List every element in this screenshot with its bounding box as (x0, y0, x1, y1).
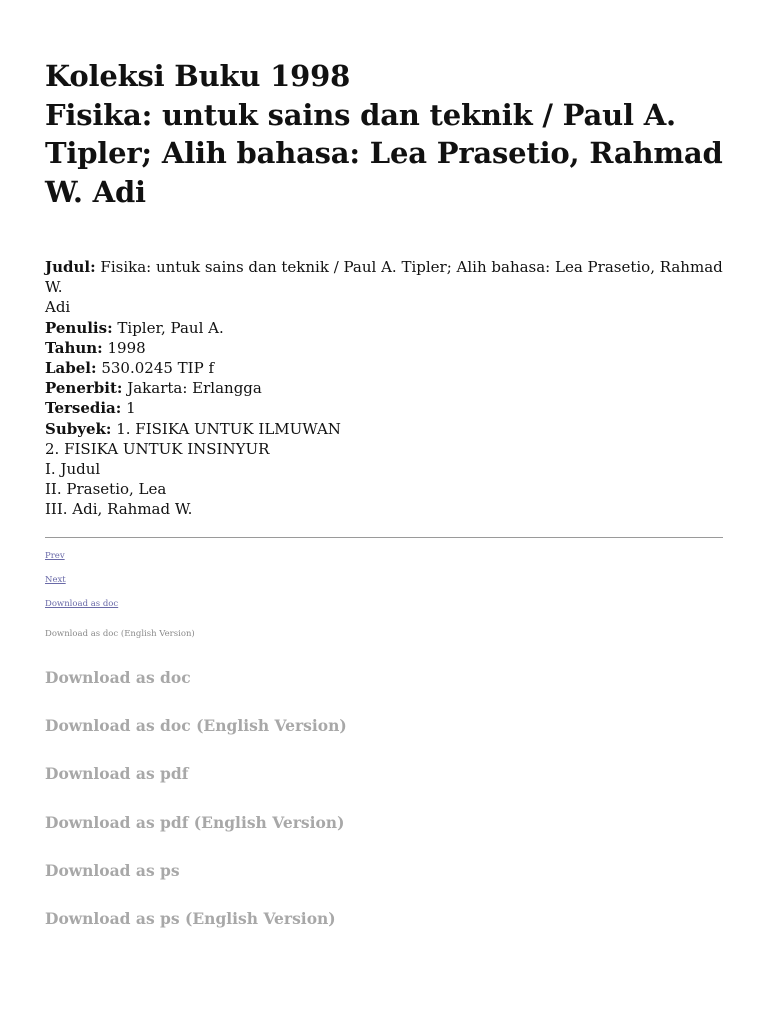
field-tahun-label: Tahun: (45, 338, 103, 357)
page-title (45, 57, 723, 211)
field-penerbit (45, 378, 723, 398)
field-judul-value: Fisika: untuk sains dan teknik / Paul A. Tipler; Alih bahasa: Lea Prasetio, Rahmad W. (45, 258, 723, 297)
download-pdf-english-link[interactable]: Download as pdf (English Version) (45, 812, 345, 832)
field-subyek-value-3: I. Judul (45, 460, 101, 479)
download-links (45, 667, 347, 956)
record-details (45, 257, 723, 520)
section-divider (45, 537, 723, 538)
download-ps-english-link[interactable]: Download as ps (English Version) (45, 908, 336, 928)
field-penerbit-value: Jakarta: Erlangga (127, 379, 262, 398)
field-label-label: Label: (45, 359, 97, 378)
title-line-book-3: W. Adi (45, 174, 146, 209)
field-penulis-label: Penulis: (45, 318, 113, 337)
document-page (45, 0, 723, 928)
prev-link[interactable]: Prev (45, 551, 65, 561)
field-subyek-value-2: 2. FISIKA UNTUK INSINYUR (45, 439, 270, 458)
field-judul (45, 257, 723, 297)
field-tahun (45, 338, 723, 358)
field-judul-label: Judul: (45, 258, 96, 276)
navigation-links (45, 550, 195, 640)
download-doc-english-link[interactable]: Download as doc (English Version) (45, 716, 347, 736)
download-pdf-link[interactable]: Download as pdf (45, 764, 189, 784)
download-ps-link[interactable]: Download as ps (45, 860, 180, 880)
field-subyek-value-1: 1. FISIKA UNTUK ILMUWAN (116, 419, 341, 438)
title-line-collection: Koleksi Buku 1998 (45, 59, 351, 93)
field-subyek-label: Subyek: (45, 419, 112, 438)
next-link[interactable]: Next (45, 575, 66, 585)
field-penulis (45, 318, 723, 338)
title-line-book-2: Tipler; Alih bahasa: Lea Prasetio, Rahmad (45, 136, 723, 170)
field-judul-value-cont: Adi (45, 298, 71, 317)
field-label (45, 358, 723, 378)
field-subyek-value-4: II. Prasetio, Lea (45, 480, 167, 499)
field-tersedia-label: Tersedia: (45, 399, 122, 418)
field-penerbit-label: Penerbit: (45, 379, 123, 398)
field-label-value: 530.0245 TIP f (101, 359, 215, 378)
download-doc-link-small[interactable]: Download as doc (45, 599, 119, 609)
field-tahun-value: 1998 (107, 338, 146, 357)
field-penulis-value: Tipler, Paul A. (117, 318, 224, 337)
download-doc-link[interactable]: Download as doc (45, 668, 191, 687)
field-tersedia (45, 398, 723, 418)
field-subyek (45, 419, 723, 439)
title-line-book-1: Fisika: untuk sains dan teknik / Paul A. (45, 97, 676, 132)
download-doc-english-label-small: Download as doc (English Version) (45, 629, 195, 639)
field-subyek-value-5: III. Adi, Rahmad W. (45, 500, 193, 519)
field-tersedia-value: 1 (126, 399, 136, 418)
